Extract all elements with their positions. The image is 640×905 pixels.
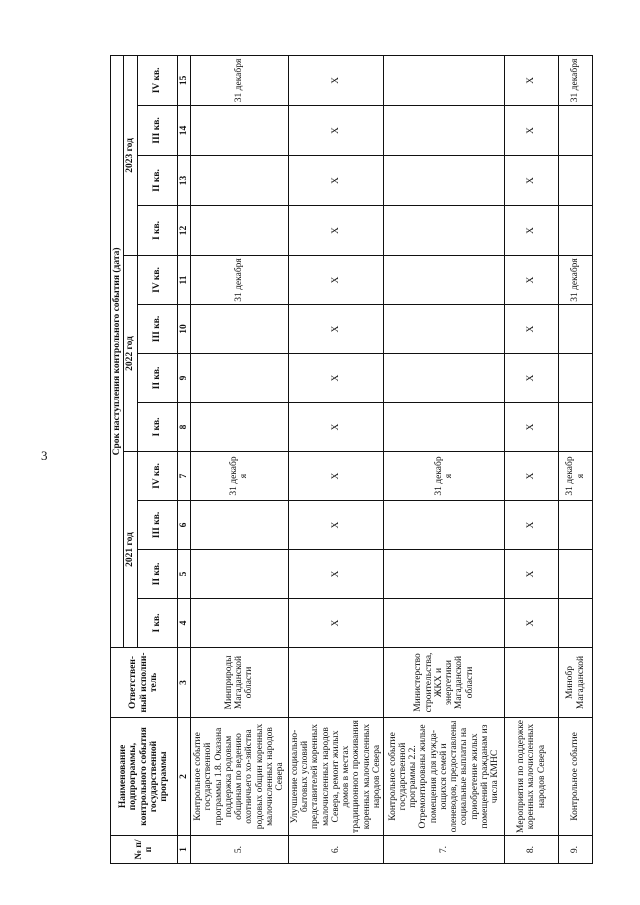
x-mark-cell: X — [505, 305, 559, 354]
row-responsible — [505, 648, 559, 718]
header-year-2023: 2023 год — [124, 55, 137, 255]
x-mark-cell: X — [288, 403, 383, 452]
column-number: 4 — [177, 599, 190, 648]
x-mark-cell: X — [505, 106, 559, 156]
x-mark-cell: X — [505, 206, 559, 256]
date-cell: 31 декабря — [190, 55, 288, 105]
x-mark-cell: X — [505, 403, 559, 452]
header-num: № п/п — [111, 836, 178, 864]
row-name: Контрольное событие государственной программы 1.8. Оказана поддержка родовым общинам по ведению охотничьего хо-зяйства родовых общин коренных малочисленных народов Севера — [190, 718, 288, 836]
header-quarter: III кв. — [137, 305, 177, 354]
column-number: 11 — [177, 256, 190, 305]
row-number: 9. — [559, 836, 593, 864]
page-number: 3 — [41, 448, 48, 463]
header-year-2022: 2022 год — [124, 256, 137, 452]
x-mark-cell: X — [288, 305, 383, 354]
date-cell: 31 декабря — [190, 256, 288, 305]
date-cell — [384, 501, 505, 550]
x-mark-cell: X — [288, 206, 383, 256]
date-cell — [559, 599, 593, 648]
header-name: Наименование подпрограммы, контрольного события государственной программы — [111, 718, 178, 836]
date-cell — [559, 354, 593, 403]
x-mark-cell: X — [505, 599, 559, 648]
date-cell: 31 декабр я — [559, 452, 593, 501]
date-cell — [190, 501, 288, 550]
column-number: 13 — [177, 156, 190, 206]
header-year-2021: 2021 год — [124, 452, 137, 648]
date-cell: 31 декабр я — [190, 452, 288, 501]
x-mark-cell: X — [288, 452, 383, 501]
date-cell — [384, 106, 505, 156]
date-cell — [384, 256, 505, 305]
x-mark-cell: X — [288, 599, 383, 648]
x-mark-cell: X — [505, 156, 559, 206]
date-cell: 31 декабря — [559, 256, 593, 305]
header-quarter: I кв. — [137, 403, 177, 452]
date-cell — [559, 501, 593, 550]
date-cell — [190, 403, 288, 452]
x-mark-cell: X — [288, 501, 383, 550]
date-cell — [559, 106, 593, 156]
column-number: 6 — [177, 501, 190, 550]
date-cell — [559, 206, 593, 256]
date-cell — [190, 206, 288, 256]
x-mark-cell: X — [505, 256, 559, 305]
row-name: Контрольное событие государственной программы 2.2. Отремонтированы жилые помещения для нужда-ющихся семей и оленеводов, предоставлены социальные выплаты на приобретение жилых помещений гражданам из числа КМНС — [384, 718, 505, 836]
date-cell — [384, 55, 505, 105]
date-cell — [190, 550, 288, 599]
date-cell — [384, 550, 505, 599]
header-deadline: Срок наступления контрольного события (дата) — [111, 55, 124, 647]
date-cell — [190, 305, 288, 354]
header-quarter: III кв. — [137, 106, 177, 156]
header-quarter: II кв. — [137, 550, 177, 599]
x-mark-cell: X — [288, 550, 383, 599]
header-responsible: Ответствен-ный исполни-тель — [111, 648, 178, 718]
header-quarter: IV кв. — [137, 55, 177, 105]
date-cell — [384, 403, 505, 452]
column-number: 10 — [177, 305, 190, 354]
control-events-table — [110, 55, 593, 864]
row-number: 5. — [190, 836, 288, 864]
x-mark-cell: X — [288, 354, 383, 403]
row-number: 6. — [288, 836, 383, 864]
date-cell — [384, 599, 505, 648]
rotated-page — [110, 56, 586, 864]
column-number: 5 — [177, 550, 190, 599]
date-cell — [190, 599, 288, 648]
date-cell — [384, 354, 505, 403]
x-mark-cell: X — [505, 354, 559, 403]
column-number: 15 — [177, 55, 190, 105]
table-row — [505, 55, 559, 863]
row-responsible — [288, 648, 383, 718]
x-mark-cell: X — [505, 55, 559, 105]
x-mark-cell: X — [505, 550, 559, 599]
date-cell: 31 декабр я — [384, 452, 505, 501]
header-quarter: IV кв. — [137, 452, 177, 501]
row-responsible: Минприроды Магаданской области — [190, 648, 288, 718]
column-number: 14 — [177, 106, 190, 156]
x-mark-cell: X — [288, 156, 383, 206]
date-cell — [190, 354, 288, 403]
x-mark-cell: X — [505, 452, 559, 501]
column-number: 2 — [177, 718, 190, 836]
row-name: Контрольное событие — [559, 718, 593, 836]
header-quarter: III кв. — [137, 501, 177, 550]
column-number: 9 — [177, 354, 190, 403]
x-mark-cell: X — [288, 256, 383, 305]
date-cell — [559, 550, 593, 599]
x-mark-cell: X — [505, 501, 559, 550]
header-quarter: I кв. — [137, 206, 177, 256]
date-cell: 31 декабря — [559, 55, 593, 105]
column-number: 1 — [177, 836, 190, 864]
table-row — [384, 55, 505, 863]
column-number: 8 — [177, 403, 190, 452]
table-row — [288, 55, 383, 863]
column-number: 7 — [177, 452, 190, 501]
date-cell — [559, 156, 593, 206]
date-cell — [384, 206, 505, 256]
row-responsible: Минобр Магаданской — [559, 648, 593, 718]
date-cell — [559, 305, 593, 354]
column-number: 12 — [177, 206, 190, 256]
row-number: 7. — [384, 836, 505, 864]
date-cell — [190, 156, 288, 206]
column-number: 3 — [177, 648, 190, 718]
date-cell — [559, 403, 593, 452]
header-quarter: I кв. — [137, 599, 177, 648]
header-quarter: IV кв. — [137, 256, 177, 305]
x-mark-cell: X — [288, 55, 383, 105]
row-responsible: Министерство строительства, ЖКХ и энергетики Магаданской области — [384, 648, 505, 718]
header-quarter: II кв. — [137, 156, 177, 206]
x-mark-cell: X — [288, 106, 383, 156]
date-cell — [384, 156, 505, 206]
row-number: 8. — [505, 836, 559, 864]
date-cell — [190, 106, 288, 156]
table-row — [559, 55, 593, 863]
date-cell — [384, 305, 505, 354]
row-name: Улучшение социально-бытовых условий представителей коренных малочисленных народов Севера, ремонт жилых домов в местах традиционного проживания коренных малочисленных народов Севера — [288, 718, 383, 836]
row-name: Мероприятия по поддержке коренных малочисленных народов Севера — [505, 718, 559, 836]
header-quarter: II кв. — [137, 354, 177, 403]
table-row — [190, 55, 288, 863]
